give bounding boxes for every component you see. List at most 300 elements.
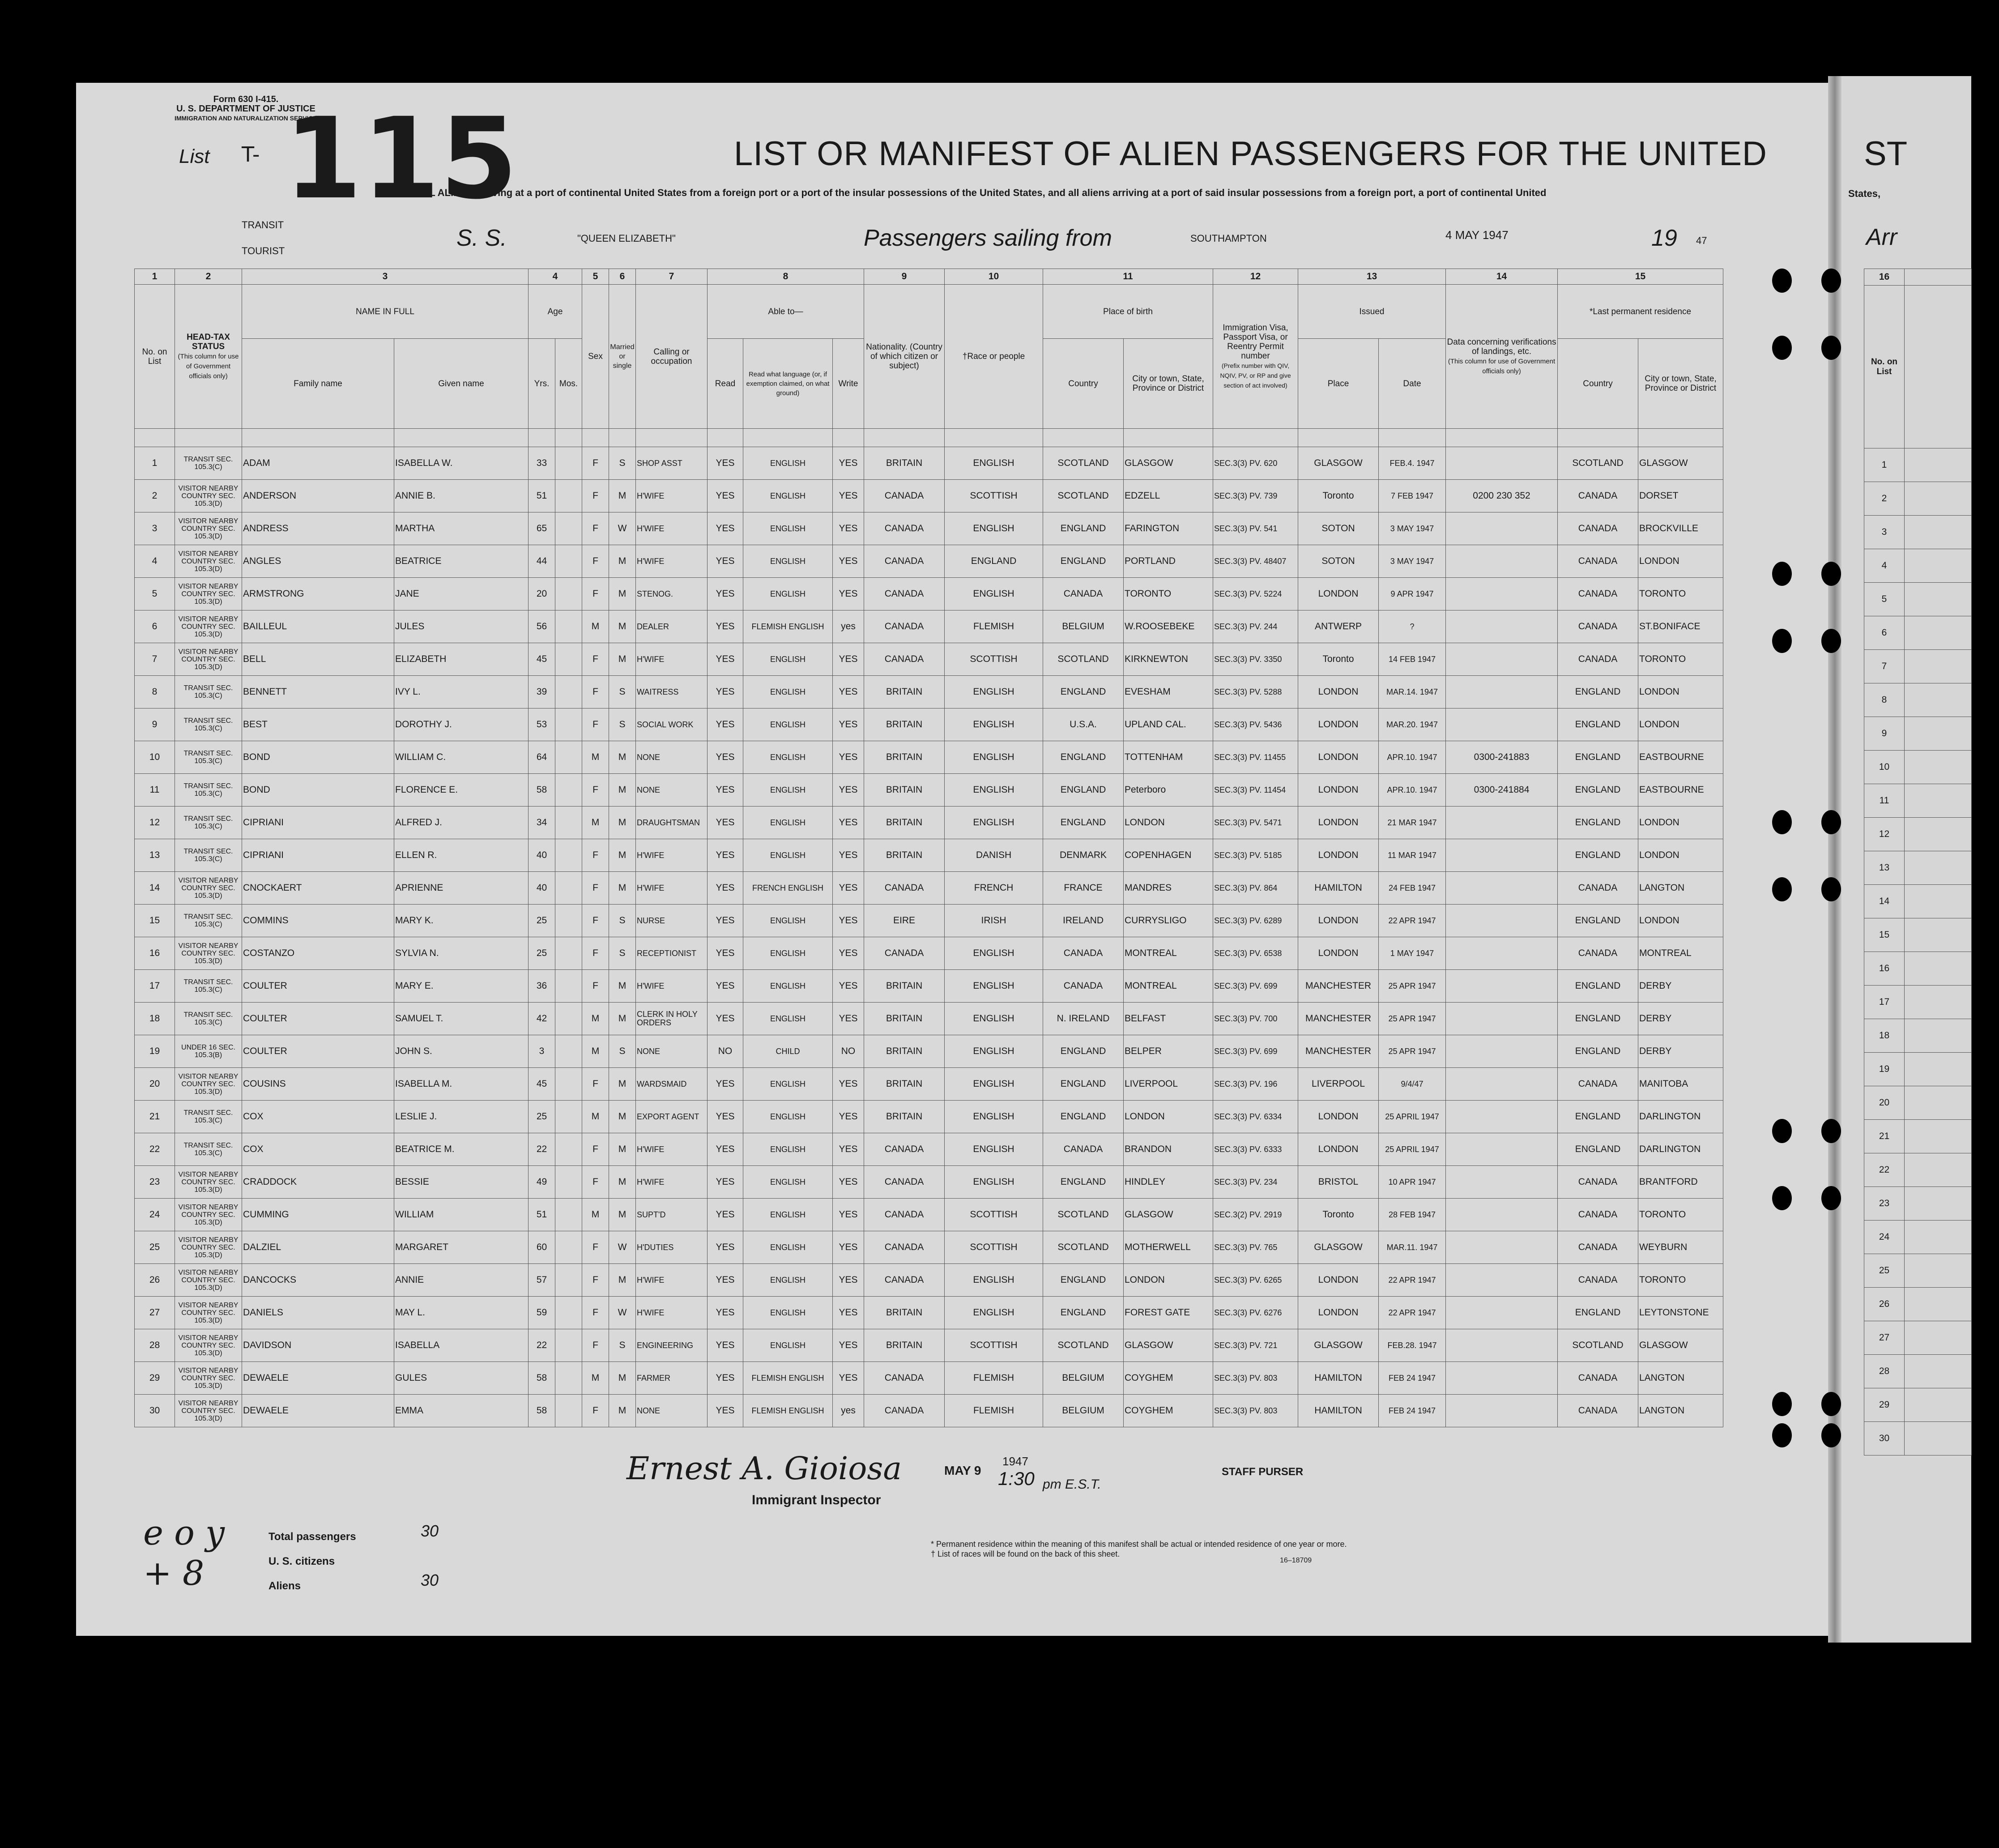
birth-country: ENGLAND xyxy=(1043,1297,1124,1329)
col-number: 4 xyxy=(529,269,582,285)
header-read: Read xyxy=(708,339,743,429)
passenger-number: 9 xyxy=(135,708,175,741)
can-write: YES xyxy=(833,1199,864,1231)
family-name: BELL xyxy=(242,643,394,676)
column-numbers-row xyxy=(135,269,1723,285)
next-page-cell xyxy=(1905,918,1972,952)
given-name: ALFRED J. xyxy=(394,807,529,839)
header-res-city: City or town, State, Province or District xyxy=(1638,339,1723,429)
marital-status: M xyxy=(609,807,636,839)
birth-city: Peterboro xyxy=(1124,774,1213,807)
head-tax-status: TRANSIT SEC. 105.3(C) xyxy=(175,447,242,480)
header-issued-place: Place xyxy=(1298,339,1379,429)
next-page-header-row xyxy=(1864,286,1972,448)
occupation: NONE xyxy=(636,774,708,807)
nationality: CANADA xyxy=(864,643,945,676)
next-page-row xyxy=(1864,583,1972,616)
residence-city: DARLINGTON xyxy=(1638,1133,1723,1166)
residence-country: SCOTLAND xyxy=(1558,1329,1638,1362)
next-page-row xyxy=(1864,616,1972,650)
can-write: YES xyxy=(833,545,864,578)
header-last-residence: *Last permanent residence xyxy=(1558,285,1723,339)
age-years: 51 xyxy=(529,1199,555,1231)
passenger-number: 7 xyxy=(135,643,175,676)
nationality: CANADA xyxy=(864,480,945,512)
birth-city: BELFAST xyxy=(1124,1003,1213,1035)
verification xyxy=(1446,1133,1558,1166)
race: ENGLISH xyxy=(945,1166,1043,1199)
family-name: COULTER xyxy=(242,970,394,1003)
issued-date: 25 APRIL 1947 xyxy=(1379,1101,1446,1133)
punch-hole xyxy=(1772,1392,1792,1416)
head-tax-status: VISITOR NEARBY COUNTRY SEC. 105.3(D) xyxy=(175,1166,242,1199)
punch-hole xyxy=(1821,1186,1841,1210)
given-name: MARGARET xyxy=(394,1231,529,1264)
marital-status: S xyxy=(609,708,636,741)
visa-number: SEC.3(3) PV. 6276 xyxy=(1213,1297,1298,1329)
head-tax-title: HEAD-TAX STATUS xyxy=(187,332,230,351)
birth-country: ENGLAND xyxy=(1043,676,1124,708)
residence-country: ENGLAND xyxy=(1558,774,1638,807)
residence-city: BRANTFORD xyxy=(1638,1166,1723,1199)
family-name: BOND xyxy=(242,774,394,807)
header-res-country: Country xyxy=(1558,339,1638,429)
nationality: BRITAIN xyxy=(864,807,945,839)
residence-city: DORSET xyxy=(1638,480,1723,512)
can-read: YES xyxy=(708,610,743,643)
form-line: Form 630 I-415. xyxy=(213,94,279,104)
visa-title: Immigration Visa, Passport Visa, or Reentry Permit number xyxy=(1223,323,1288,361)
birth-country: ENGLAND xyxy=(1043,1035,1124,1068)
residence-city: DERBY xyxy=(1638,1003,1723,1035)
marital-status: M xyxy=(609,545,636,578)
birth-city: COYGHEM xyxy=(1124,1362,1213,1395)
head-tax-status: TRANSIT SEC. 105.3(C) xyxy=(175,774,242,807)
header-sex: Sex xyxy=(582,285,609,429)
passenger-number: 27 xyxy=(135,1297,175,1329)
read-language: FRENCH ENGLISH xyxy=(743,872,833,905)
issued-place: LIVERPOOL xyxy=(1298,1068,1379,1101)
visa-number: SEC.3(3) PV. 700 xyxy=(1213,1003,1298,1035)
next-page-row xyxy=(1864,851,1972,885)
birth-country: N. IRELAND xyxy=(1043,1003,1124,1035)
verifications-note: (This column for use of Government officials only) xyxy=(1448,357,1556,375)
sex: M xyxy=(582,610,609,643)
next-page-row xyxy=(1864,1019,1972,1053)
passenger-number: 5 xyxy=(135,578,175,610)
residence-city: LANGTON xyxy=(1638,872,1723,905)
table-row xyxy=(135,1395,1723,1427)
occupation: SUPT'D xyxy=(636,1199,708,1231)
next-page-row xyxy=(1864,1321,1972,1355)
family-name: ANDRESS xyxy=(242,512,394,545)
verification xyxy=(1446,1166,1558,1199)
can-read: YES xyxy=(708,1166,743,1199)
table-row xyxy=(135,1166,1723,1199)
next-page-row xyxy=(1864,1053,1972,1086)
occupation: SOCIAL WORK xyxy=(636,708,708,741)
next-page-number: 5 xyxy=(1864,583,1905,616)
nationality: BRITAIN xyxy=(864,1329,945,1362)
header-married: Married or single xyxy=(609,285,636,429)
next-page-cell xyxy=(1905,1153,1972,1187)
can-write: YES xyxy=(833,970,864,1003)
inspector-signature: Ernest A. Gioiosa xyxy=(627,1450,902,1487)
age-years: 42 xyxy=(529,1003,555,1035)
table-row xyxy=(135,1035,1723,1068)
nationality: BRITAIN xyxy=(864,839,945,872)
given-name: MARTHA xyxy=(394,512,529,545)
residence-country: CANADA xyxy=(1558,937,1638,970)
can-write: YES xyxy=(833,807,864,839)
issued-place: LONDON xyxy=(1298,905,1379,937)
can-read: YES xyxy=(708,839,743,872)
residence-country: ENGLAND xyxy=(1558,708,1638,741)
punch-hole xyxy=(1772,1119,1792,1143)
family-name: ARMSTRONG xyxy=(242,578,394,610)
family-name: CIPRIANI xyxy=(242,807,394,839)
visa-number: SEC.3(3) PV. 5224 xyxy=(1213,578,1298,610)
read-language: ENGLISH xyxy=(743,1068,833,1101)
list-prefix: T- xyxy=(242,142,260,166)
residence-country: CANADA xyxy=(1558,643,1638,676)
header-issued-date: Date xyxy=(1379,339,1446,429)
signature-year: 1947 xyxy=(1002,1455,1028,1468)
birth-country: CANADA xyxy=(1043,937,1124,970)
verification: 0300-241884 xyxy=(1446,774,1558,807)
birth-city: BELPER xyxy=(1124,1035,1213,1068)
issued-place: GLASGOW xyxy=(1298,447,1379,480)
family-name: CIPRIANI xyxy=(242,839,394,872)
age-years: 25 xyxy=(529,1101,555,1133)
age-months xyxy=(555,1035,582,1068)
issued-date: 25 APR 1947 xyxy=(1379,970,1446,1003)
age-years: 60 xyxy=(529,1231,555,1264)
sex: F xyxy=(582,905,609,937)
birth-country: SCOTLAND xyxy=(1043,643,1124,676)
birth-city: LONDON xyxy=(1124,1264,1213,1297)
ship-name: "QUEEN ELIZABETH" xyxy=(577,233,676,244)
punch-hole xyxy=(1772,269,1792,293)
verification xyxy=(1446,937,1558,970)
given-name: EMMA xyxy=(394,1395,529,1427)
table-row xyxy=(135,872,1723,905)
can-write: NO xyxy=(833,1035,864,1068)
issued-date: 22 APR 1947 xyxy=(1379,1264,1446,1297)
birth-city: UPLAND CAL. xyxy=(1124,708,1213,741)
header-visa xyxy=(1213,285,1298,429)
next-page-number: 19 xyxy=(1864,1053,1905,1086)
next-page-row xyxy=(1864,448,1972,482)
head-tax-status: VISITOR NEARBY COUNTRY SEC. 105.3(D) xyxy=(175,1362,242,1395)
age-months xyxy=(555,1133,582,1166)
can-read: YES xyxy=(708,1133,743,1166)
marital-status: M xyxy=(609,1166,636,1199)
issued-place: SOTON xyxy=(1298,512,1379,545)
residence-country: CANADA xyxy=(1558,512,1638,545)
verification xyxy=(1446,1231,1558,1264)
next-page-number: 27 xyxy=(1864,1321,1905,1355)
punch-hole xyxy=(1772,562,1792,586)
passenger-number: 18 xyxy=(135,1003,175,1035)
race: ENGLISH xyxy=(945,1003,1043,1035)
occupation: H'WIFE xyxy=(636,1133,708,1166)
next-page-number: 18 xyxy=(1864,1019,1905,1053)
visa-number: SEC.3(3) PV. 699 xyxy=(1213,1035,1298,1068)
age-years: 58 xyxy=(529,1395,555,1427)
next-page-row xyxy=(1864,918,1972,952)
occupation: DEALER xyxy=(636,610,708,643)
occupation: H'WIFE xyxy=(636,545,708,578)
sex: F xyxy=(582,643,609,676)
can-write: YES xyxy=(833,1362,864,1395)
issued-date: APR.10. 1947 xyxy=(1379,774,1446,807)
sex: F xyxy=(582,676,609,708)
next-page-row xyxy=(1864,1422,1972,1455)
can-read: YES xyxy=(708,1362,743,1395)
age-years: 25 xyxy=(529,937,555,970)
issued-date: FEB 24 1947 xyxy=(1379,1395,1446,1427)
next-page-cell xyxy=(1905,683,1972,717)
birth-city: COPENHAGEN xyxy=(1124,839,1213,872)
col-number: 3 xyxy=(242,269,529,285)
col-number: 8 xyxy=(708,269,864,285)
can-read: YES xyxy=(708,872,743,905)
marital-status: M xyxy=(609,970,636,1003)
age-months xyxy=(555,1068,582,1101)
marital-status: S xyxy=(609,937,636,970)
age-months xyxy=(555,512,582,545)
birth-city: FOREST GATE xyxy=(1124,1297,1213,1329)
next-page-row xyxy=(1864,1355,1972,1388)
table-row xyxy=(135,839,1723,872)
next-page-row xyxy=(1864,885,1972,918)
read-language: CHILD xyxy=(743,1035,833,1068)
age-months xyxy=(555,610,582,643)
total-passengers-label: Total passengers xyxy=(269,1531,356,1543)
can-write: YES xyxy=(833,774,864,807)
birth-city: COYGHEM xyxy=(1124,1395,1213,1427)
can-read: YES xyxy=(708,1101,743,1133)
table-row xyxy=(135,676,1723,708)
occupation: NONE xyxy=(636,1035,708,1068)
table-row xyxy=(135,807,1723,839)
verification xyxy=(1446,1035,1558,1068)
margin-note: + 8 xyxy=(143,1553,205,1593)
given-name: WILLIAM xyxy=(394,1199,529,1231)
age-months xyxy=(555,1003,582,1035)
can-write: YES xyxy=(833,1264,864,1297)
issued-date: 22 APR 1947 xyxy=(1379,905,1446,937)
given-name: BEATRICE xyxy=(394,545,529,578)
marital-status: W xyxy=(609,1297,636,1329)
age-years: 45 xyxy=(529,643,555,676)
read-language: ENGLISH xyxy=(743,774,833,807)
can-read: YES xyxy=(708,1264,743,1297)
header-no-on-list: No. on List xyxy=(135,285,175,429)
header-family-name: Family name xyxy=(242,339,394,429)
family-name: COUSINS xyxy=(242,1068,394,1101)
marital-status: M xyxy=(609,643,636,676)
birth-country: DENMARK xyxy=(1043,839,1124,872)
occupation: H'WIFE xyxy=(636,872,708,905)
race: SCOTTISH xyxy=(945,480,1043,512)
next-page-row xyxy=(1864,986,1972,1019)
nationality: BRITAIN xyxy=(864,447,945,480)
birth-city: EDZELL xyxy=(1124,480,1213,512)
table-row xyxy=(135,905,1723,937)
can-read: YES xyxy=(708,1231,743,1264)
col-number: 6 xyxy=(609,269,636,285)
visa-number: SEC.3(3) PV. 803 xyxy=(1213,1362,1298,1395)
punch-hole xyxy=(1821,1119,1841,1143)
read-language: ENGLISH xyxy=(743,1133,833,1166)
next-page-cell xyxy=(1905,851,1972,885)
sex: M xyxy=(582,1035,609,1068)
next-page-row xyxy=(1864,1254,1972,1288)
table-row xyxy=(135,1297,1723,1329)
passenger-number: 23 xyxy=(135,1166,175,1199)
next-page-number: 2 xyxy=(1864,482,1905,516)
given-name: ISABELLA xyxy=(394,1329,529,1362)
sex: F xyxy=(582,970,609,1003)
next-page-row xyxy=(1864,516,1972,549)
punch-hole xyxy=(1772,877,1792,901)
given-name: IVY L. xyxy=(394,676,529,708)
nationality: BRITAIN xyxy=(864,774,945,807)
can-read: YES xyxy=(708,1003,743,1035)
next-page-col-number: 16 xyxy=(1864,269,1905,286)
table-row xyxy=(135,545,1723,578)
header-place-of-birth: Place of birth xyxy=(1043,285,1213,339)
birth-country: ENGLAND xyxy=(1043,512,1124,545)
age-months xyxy=(555,1362,582,1395)
birth-city: FARINGTON xyxy=(1124,512,1213,545)
next-page-cell xyxy=(1905,1187,1972,1221)
verification xyxy=(1446,1003,1558,1035)
header-given-name: Given name xyxy=(394,339,529,429)
race: ENGLISH xyxy=(945,1035,1043,1068)
visa-number: SEC.3(3) PV. 699 xyxy=(1213,970,1298,1003)
family-name: COSTANZO xyxy=(242,937,394,970)
birth-country: CANADA xyxy=(1043,578,1124,610)
residence-country: CANADA xyxy=(1558,1068,1638,1101)
head-tax-status: VISITOR NEARBY COUNTRY SEC. 105.3(D) xyxy=(175,643,242,676)
given-name: GULES xyxy=(394,1362,529,1395)
race: SCOTTISH xyxy=(945,643,1043,676)
sex: F xyxy=(582,1329,609,1362)
verification xyxy=(1446,512,1558,545)
family-name: DEWAELE xyxy=(242,1362,394,1395)
next-page-cell xyxy=(1905,482,1972,516)
signature-date: MAY 9 xyxy=(944,1464,981,1477)
can-read: YES xyxy=(708,1297,743,1329)
passenger-number: 22 xyxy=(135,1133,175,1166)
age-years: 64 xyxy=(529,741,555,774)
birth-city: TOTTENHAM xyxy=(1124,741,1213,774)
next-page-number: 28 xyxy=(1864,1355,1905,1388)
read-language: ENGLISH xyxy=(743,1264,833,1297)
head-tax-status: VISITOR NEARBY COUNTRY SEC. 105.3(D) xyxy=(175,512,242,545)
given-name: MARY K. xyxy=(394,905,529,937)
marital-status: M xyxy=(609,480,636,512)
total-passengers-value: 30 xyxy=(421,1522,439,1540)
signature-time: 1:30 xyxy=(998,1468,1035,1489)
sex: F xyxy=(582,1166,609,1199)
issued-place: MANCHESTER xyxy=(1298,970,1379,1003)
table-row xyxy=(135,1101,1723,1133)
col-number: 7 xyxy=(636,269,708,285)
header-mos: Mos. xyxy=(555,339,582,429)
age-months xyxy=(555,1395,582,1427)
issued-place: LONDON xyxy=(1298,839,1379,872)
race: ENGLISH xyxy=(945,937,1043,970)
next-page-number: 30 xyxy=(1864,1422,1905,1455)
birth-city: EVESHAM xyxy=(1124,676,1213,708)
can-read: YES xyxy=(708,774,743,807)
next-page-row xyxy=(1864,751,1972,784)
verification xyxy=(1446,643,1558,676)
race: ENGLISH xyxy=(945,1101,1043,1133)
sex: F xyxy=(582,937,609,970)
next-page-cell xyxy=(1905,818,1972,851)
visa-number: SEC.3(3) PV. 6538 xyxy=(1213,937,1298,970)
verification xyxy=(1446,676,1558,708)
nationality: CANADA xyxy=(864,1362,945,1395)
passenger-table xyxy=(134,269,1723,1427)
nationality: BRITAIN xyxy=(864,708,945,741)
visa-note: (Prefix number with QIV, NQIV, PV, or RP and give section of act involved) xyxy=(1220,362,1291,389)
visa-number: SEC.3(3) PV. 864 xyxy=(1213,872,1298,905)
race: ENGLISH xyxy=(945,741,1043,774)
issued-date: FEB.28. 1947 xyxy=(1379,1329,1446,1362)
verification: 0200 230 352 xyxy=(1446,480,1558,512)
age-months xyxy=(555,1297,582,1329)
birth-country: ENGLAND xyxy=(1043,1068,1124,1101)
punch-hole xyxy=(1772,336,1792,360)
age-years: 22 xyxy=(529,1133,555,1166)
head-tax-status: TRANSIT SEC. 105.3(C) xyxy=(175,676,242,708)
can-read: YES xyxy=(708,1329,743,1362)
birth-country: BELGIUM xyxy=(1043,1395,1124,1427)
next-page-cell xyxy=(1905,885,1972,918)
family-name: BOND xyxy=(242,741,394,774)
birth-country: FRANCE xyxy=(1043,872,1124,905)
next-page-row xyxy=(1864,717,1972,751)
race: ENGLISH xyxy=(945,807,1043,839)
next-page-number: 4 xyxy=(1864,549,1905,583)
nationality: CANADA xyxy=(864,1133,945,1166)
race: ENGLISH xyxy=(945,512,1043,545)
residence-city: TORONTO xyxy=(1638,1264,1723,1297)
next-page-number: 10 xyxy=(1864,751,1905,784)
visa-number: SEC.3(3) PV. 541 xyxy=(1213,512,1298,545)
age-years: 39 xyxy=(529,676,555,708)
col-number: 9 xyxy=(864,269,945,285)
residence-country: ENGLAND xyxy=(1558,1003,1638,1035)
table-row xyxy=(135,1003,1723,1035)
marital-status: M xyxy=(609,1362,636,1395)
table-row xyxy=(135,1362,1723,1395)
next-page-number: 8 xyxy=(1864,683,1905,717)
header-head-tax xyxy=(175,285,242,429)
head-tax-status: VISITOR NEARBY COUNTRY SEC. 105.3(D) xyxy=(175,1297,242,1329)
birth-country: ENGLAND xyxy=(1043,1101,1124,1133)
family-name: COULTER xyxy=(242,1035,394,1068)
next-page-cell xyxy=(1905,516,1972,549)
passenger-number: 21 xyxy=(135,1101,175,1133)
race: ENGLISH xyxy=(945,970,1043,1003)
